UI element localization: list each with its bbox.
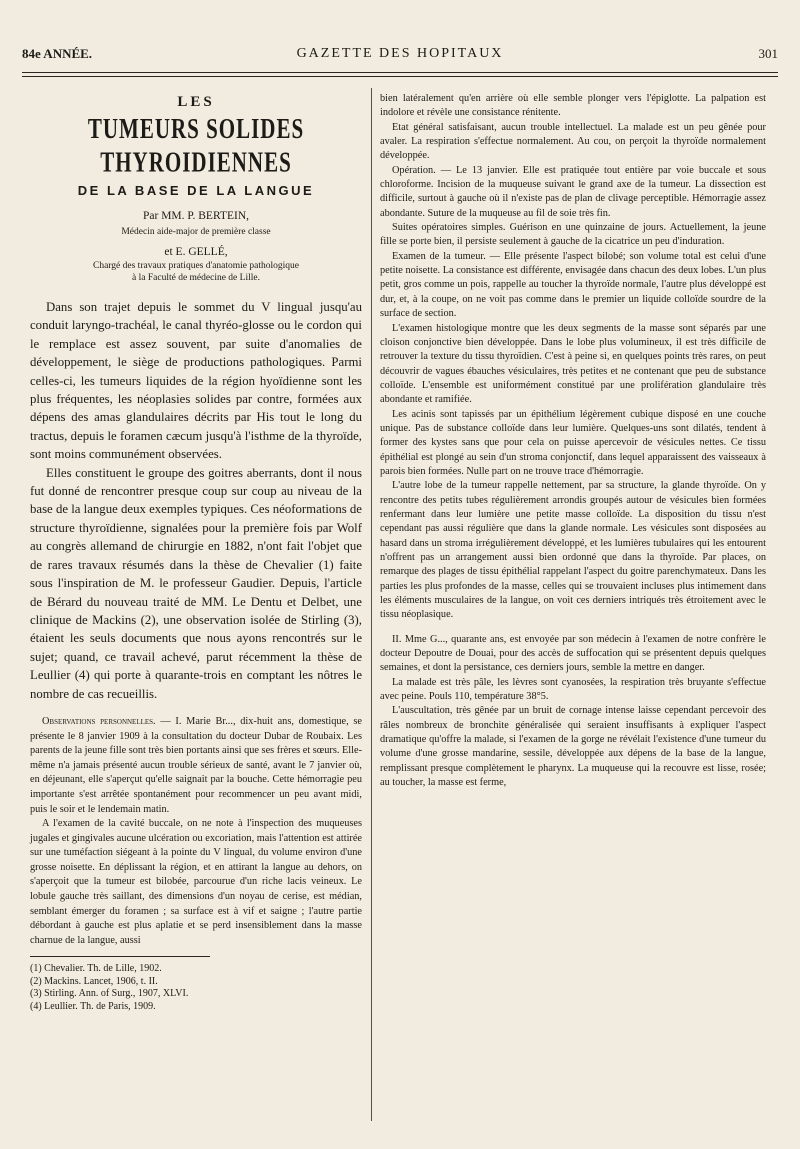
author-2-affiliation-line: à la Faculté de médecine de Lille. [132, 273, 260, 283]
footnote-rule [30, 956, 210, 957]
observations [30, 715, 362, 949]
author-2-affiliation-line: Chargé des travaux pratiques d'anatomie pathologique [93, 261, 299, 271]
title-les: LES [177, 94, 215, 110]
introduction [30, 298, 362, 703]
body-paragraph: II. Mme G..., quarante ans, est envoyée par son médecin à l'examen de notre confrère le docteur Depoutre de Douai, pour des accès de suffocation qui se présentent depuis quelques semaines, et dont la persistance, ces derniers jours, semble la mettre en danger. [380, 633, 766, 674]
column-separator [371, 88, 372, 1121]
body-paragraph: L'examen histologique montre que les deux segments de la masse sont séparés par une cloison conjonctive bien développée. Dans le lobe plus volumineux, il est très difficile de retrouver la texture du tissu thyroïdien. C'est à peine si, en quelques points très rares, on peut découvrir de vagues ébauches vésiculaires, très petites et ne contenant que peu de substance colloïde. L'ensemble est uniformément constitué par une prolifération glandulaire très abondante et ramifiée. [380, 322, 766, 406]
body-paragraph: Les acinis sont tapissés par un épithélium légèrement cubique disposé en une couche unique. Pas de substance colloïde dans leur lumière. Quelques-uns sont dilatés, tendent à former des kystes sans que pour cela on puisse apercevoir de vésicules nettes. Ce tissu épithélial est plongé au sein d'un stroma conjonctif, dans lequel apparaissent des vaisseaux à parois bien formées. Nulle part on ne trouve trace d'hémorragie. [380, 408, 766, 477]
observation-text: — I. Marie Br..., dix-huit ans, domestique, se présente le 8 janvier 1909 à la consultation du docteur Dubar de Roubaix. Les parents de la jeune fille sont très bien portants ainsi que ses frères et sœurs. Elle-même n'a jamais présenté aucun trouble sérieux de santé, avant le 7 janvier où, en déjeunant, elle s'aperçut qu'elle saignait par la bouche. Cette hémorragie peu importante s'est arrêtée spontanément pour recommencer un peu avant midi, puis le soir et le lendemain matin. [30, 715, 363, 815]
author-2: et E. GELLÉ, [164, 246, 228, 258]
footnotes [30, 963, 362, 1013]
left-column [30, 92, 362, 1013]
body-paragraph: Etat général satisfaisant, aucun trouble intellectuel. La malade est un peu gênée pour avaler. La respiration s'effectue normalement. Au cou, on perçoit la thyroïde normalement développée. [380, 121, 766, 162]
body-paragraph: L'auscultation, très gênée par un bruit de cornage intense laisse cependant percevoir des râles nombreux de bronchite généralisée qui seraient insuffisants à expliquer l'aspect dramatique qu'offre la malade, si l'examen de la gorge ne révélait l'existence d'une tumeur du volume d'une grosse mandarine, sessile, développée aux dépens de la base de la langue, remplissant presque complètement le pharynx. La muqueuse qui la recouvre est lisse, rosée; au toucher, la masse est ferme, [380, 705, 766, 789]
journal-title: GAZETTE DES HOPITAUX [296, 46, 504, 61]
footnote: (1) Chevalier. Th. de Lille, 1902. [30, 963, 162, 975]
running-header [22, 46, 778, 68]
page-number: 301 [758, 46, 778, 61]
body-paragraph: Examen de la tumeur. — Elle présente l'aspect bilobé; son volume total est celui d'une petite noisette. La consistance est différente, envisagée dans chacun des deux lobes. L'un plus petit, gros comme un pois, rappelle au toucher la thyroïde normale, l'autre plus développé est dur, et, à la coupe, on ne voit pas comme dans le premier un liquide colloïde sourdre de la surface de section. [380, 250, 766, 320]
header-rule-double [22, 76, 778, 77]
intro-paragraph: Elles constituent le groupe des goitres aberrants, dont il nous fut donné de rencontrer presque coup sur coup au niveau de la base de la langue deux exemples typiques. Ces néoformations de structure thyroïdienne, signalées pour la première fois par Wolf au congrès allemand de chirurgie en 1882, n'ont fait l'objet que de rares travaux résumés dans la thèse de Chevalier (1) faite sous l'inspiration de M. le professeur Gaudier. Depuis, l'article de Bérard du nouveau traité de MM. Le Dentu et Delbet, une clinique de Mackins (2), une observation isolée de Stirling (3), étaient les seuls documents que nous ayons rencontrés sur le sujet; quand, ce travail achevé, parut récemment la thèse de Leullier (4) qui porte à quarante-trois en comptant les nôtres le nombre de cas recueillis. [30, 465, 362, 701]
footnote: (3) Stirling. Ann. of Surg., 1907, XLVI. [30, 988, 189, 1000]
section-gap [380, 623, 766, 633]
footnote: (2) Mackins. Lancet, 1906, t. II. [30, 975, 158, 987]
author-1: Par MM. P. BERTEIN, [142, 210, 249, 222]
intro-paragraph: Dans son trajet depuis le sommet du V lingual jusqu'au conduit laryngo-trachéal, le canal thyréo-glosse ou le cordon qui le remplace est assez souvent, par suite d'anomalies de développement, le siège de productions pathologiques. Parmi celles-ci, les tumeurs liquides de la région hyoïdienne sont les plus fréquentes, les néoplasies solides par contre, formées aux dépens des amas glandulaires décrits par His tout le long du tractus, depuis le foramen cæcum jusqu'à l'isthme de la thyroïde, sont moins communément observées. [30, 300, 362, 462]
author-2-affiliation [30, 260, 362, 284]
body-paragraph: La malade est très pâle, les lèvres sont cyanosées, la respiration très bruyante s'effectue avec peine. Pouls 110, température 38°5. [380, 676, 766, 703]
article-subtitle: DE LA BASE DE LA LANGUE [77, 183, 315, 198]
header-rule [22, 72, 778, 73]
observation-paragraph: A l'examen de la cavité buccale, on ne note à l'inspection des muqueuses jugales et gingivales aucune ulcération ou excoriation, mais l'attention est attirée sur une tuméfaction siégeant à la pointe du V lingual, du volume environ d'une grosse noisette. En déplissant la région, et en attirant la langue au dehors, on s'aperçoit que la tumeur est bilobée, parcourue d'un riche lacis veineux. Le lobule gauche très saillant, des dimensions d'un noyau de cerise, est médian, semblant émerger du foramen ; sa surface est à vif et saigne ; l'autre partie débordant à gauche est plus aplatie et se perd insensiblement dans la masse charnue de la langue, aussi [30, 818, 362, 946]
body-paragraph: Suites opératoires simples. Guérison en une quinzaine de jours. Actuellement, la jeune fille se porte bien, il persiste seulement à gauche de la cicatrice un peu d'induration. [380, 222, 766, 248]
body-paragraph: L'autre lobe de la tumeur rappelle nettement, par sa structure, la glande thyroïde. On y rencontre des petits tubes régulièrement arrondis groupés autour de vésicules bien formées renfermant dans leur lumière une petite masse colloïde. La disposition du tissu n'est cependant pas aussi régulière que dans la glande normale. Les vésicules sont disposées au hasard dans un stroma irrégulièrement développé, et les lumières tubulaires qui les entourent n'offrent pas un arrangement aussi bien ordonné que dans la thyroïde. Par places, on remarque des plages de tissu épithélial rappelant l'aspect du goitre parenchymateux. Dans les parties les plus profondes de la masse, celles qui se trouvaient incluses plus intimement dans les éléments musculaires de la langue, on voit ces derniers intriqués très étroitement avec le tissu néoplasique. [380, 480, 766, 621]
body-paragraph: Opération. — Le 13 janvier. Elle est pratiquée tout entière par voie buccale et sous chloroforme. Incision de la muqueuse suivant le grand axe de la tumeur. La dissection est difficile, surtout à gauche où il n'existe pas de plan de clivage perceptible. Hémorragie assez abondante. Suture de la muqueuse au fil de soie très fin. [380, 164, 766, 219]
footnote: (4) Leullier. Th. de Paris, 1909. [30, 1000, 156, 1012]
volume-label: 84e ANNÉE. [22, 46, 93, 61]
observation-paragraph [30, 715, 362, 817]
article-title: TUMEURS SOLIDES THYROIDIENNES [87, 112, 305, 179]
right-column [380, 92, 766, 791]
observations-heading: Observations personnelles. [42, 715, 156, 727]
author-1-affiliation: Médecin aide-major de première classe [121, 227, 271, 237]
body-paragraph: bien latéralement qu'en arrière où elle semble plonger vers l'épiglotte. La palpation est indolore et révèle une consistance rénitente. [380, 93, 766, 119]
